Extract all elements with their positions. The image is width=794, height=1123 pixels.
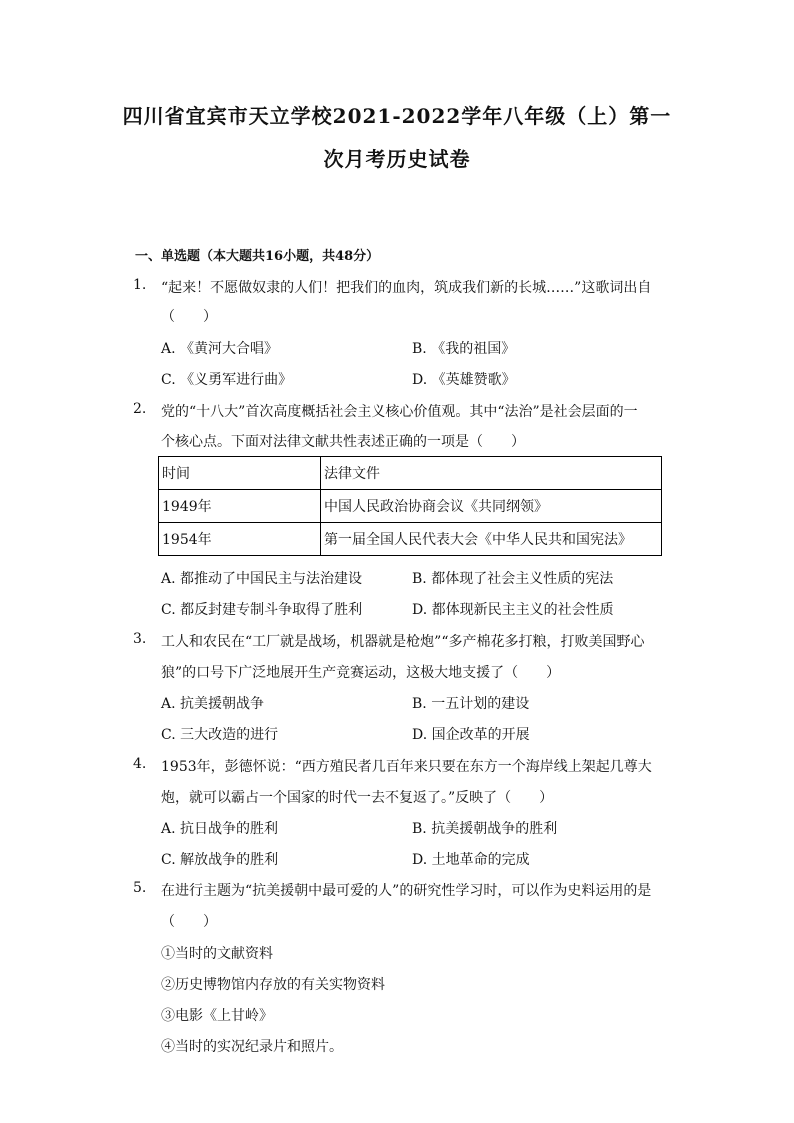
law-table — [158, 456, 662, 556]
table-cell: 1949年 — [159, 490, 321, 523]
option-b[interactable]: B. 《我的祖国》 — [412, 341, 516, 357]
question-text: 炮，就可以霸占一个国家的时代一去不复返了。”反映了（ ） — [161, 790, 554, 806]
question-number: 4. — [133, 756, 147, 772]
table-cell: 第一届全国人民代表大会《中华人民共和国宪法》 — [321, 523, 662, 556]
list-item: ③电影《上甘岭》 — [161, 1008, 273, 1024]
table-header-row — [159, 457, 662, 490]
question-number: 1. — [133, 277, 147, 293]
table-header-cell: 时间 — [159, 457, 321, 490]
table-row — [159, 523, 662, 556]
page-title-line2: 次月考历史试卷 — [323, 147, 471, 171]
option-a[interactable]: A. 都推动了中国民主与法治建设 — [161, 571, 363, 587]
option-c[interactable]: C. 《义勇军进行曲》 — [161, 372, 293, 388]
question-text: 狼”的口号下广泛地展开生产竞赛运动，这极大地支援了（ ） — [161, 665, 561, 681]
list-item: ①当时的文献资料 — [161, 946, 273, 962]
option-b[interactable]: B. 都体现了社会主义性质的宪法 — [412, 571, 614, 587]
option-c[interactable]: C. 三大改造的进行 — [161, 727, 279, 743]
table-cell: 中国人民政治协商会议《共同纲领》 — [321, 490, 662, 523]
option-c[interactable]: C. 解放战争的胜利 — [161, 852, 279, 868]
option-d[interactable]: D. 国企改革的开展 — [412, 727, 530, 743]
option-d[interactable]: D. 《英雄赞歌》 — [412, 372, 516, 388]
option-d[interactable]: D. 都体现新民主主义的社会性质 — [412, 602, 614, 618]
section-heading: 一、单选题（本大题共16小题，共48分） — [135, 249, 380, 264]
question-number: 3. — [133, 631, 147, 647]
question-text: 在进行主题为“抗美援朝中最可爱的人”的研究性学习时，可以作为史料运用的是 — [161, 883, 652, 899]
question-text: （ ） — [161, 309, 217, 325]
option-a[interactable]: A. 《黄河大合唱》 — [161, 341, 279, 357]
list-item: ②历史博物馆内存放的有关实物资料 — [161, 977, 385, 993]
option-a[interactable]: A. 抗美援朝战争 — [161, 696, 265, 712]
table-cell: 1954年 — [159, 523, 321, 556]
question-text: 工人和农民在“工厂就是战场，机器就是枪炮”“多产棉花多打粮，打败美国野心 — [161, 634, 645, 650]
page-title-line1: 四川省宜宾市天立学校2021-2022学年八年级（上）第一 — [122, 104, 672, 128]
table-header-cell: 法律文件 — [321, 457, 662, 490]
question-text: “起来！不愿做奴隶的人们！把我们的血肉，筑成我们新的长城……”这歌词出自 — [161, 280, 652, 296]
option-d[interactable]: D. 土地革命的完成 — [412, 852, 530, 868]
question-text: 党的“十八大”首次高度概括社会主义核心价值观。其中“法治”是社会层面的一 — [161, 404, 638, 420]
table-row — [159, 490, 662, 523]
question-number: 5. — [133, 880, 147, 896]
option-b[interactable]: B. 一五计划的建设 — [412, 696, 530, 712]
question-text: 个核心点。下面对法律文献共性表述正确的一项是（ ） — [161, 434, 525, 450]
option-b[interactable]: B. 抗美援朝战争的胜利 — [412, 821, 558, 837]
option-a[interactable]: A. 抗日战争的胜利 — [161, 821, 279, 837]
question-text: （ ） — [161, 914, 217, 930]
option-c[interactable]: C. 都反封建专制斗争取得了胜利 — [161, 602, 363, 618]
question-number: 2. — [133, 401, 147, 417]
list-item: ④当时的实况纪录片和照片。 — [161, 1039, 343, 1055]
question-text: 1953年，彭德怀说：“西方殖民者几百年来只要在东方一个海岸线上架起几尊大 — [161, 759, 652, 775]
